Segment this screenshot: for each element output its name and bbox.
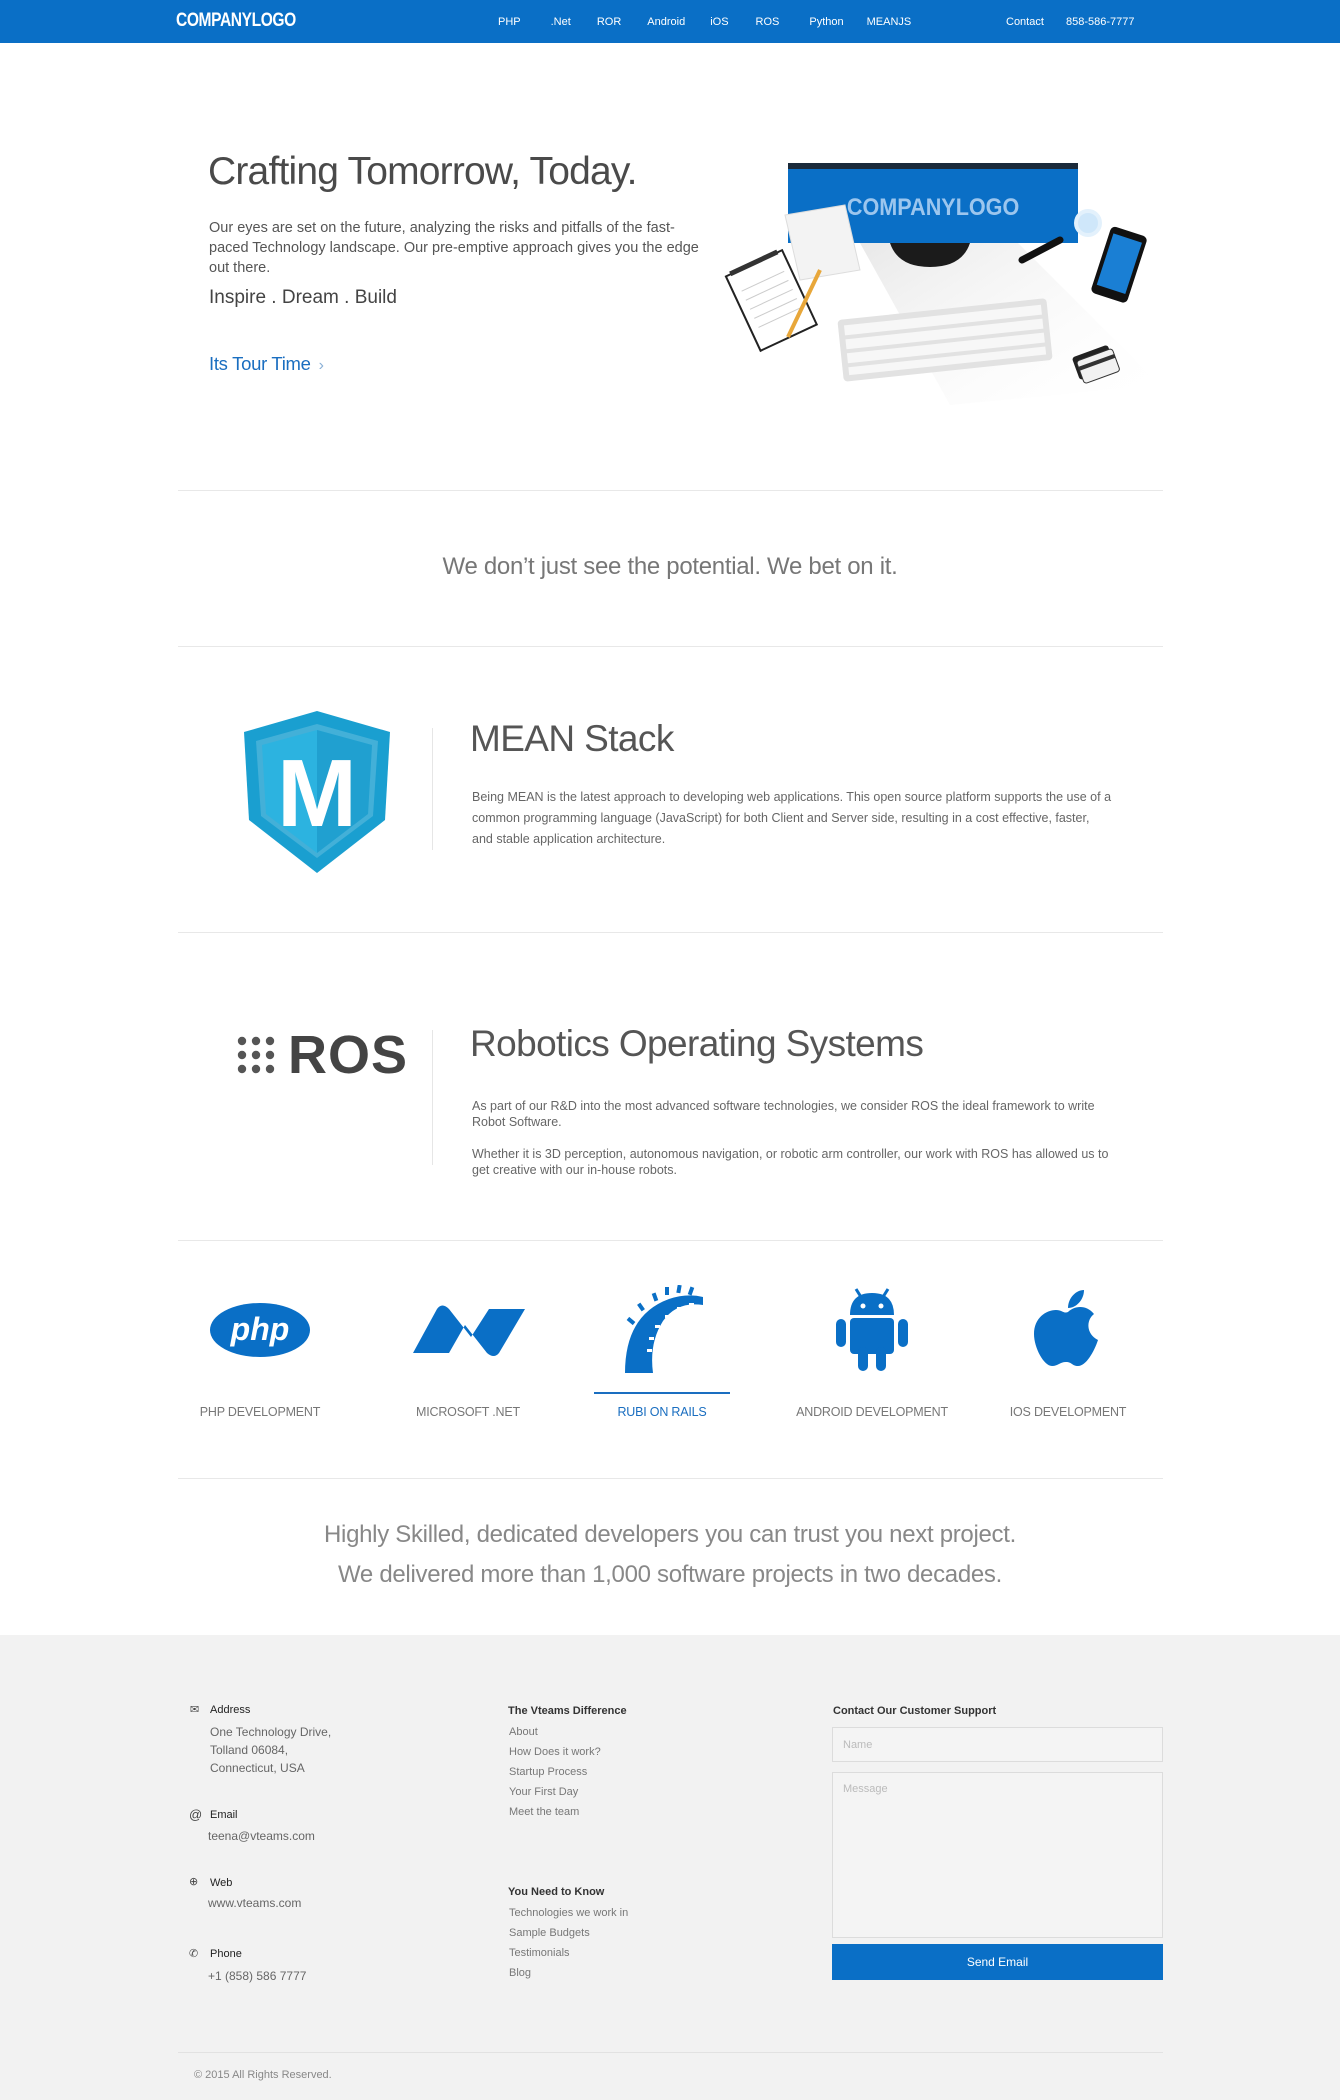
nav-item-python[interactable]: Python: [809, 15, 844, 28]
tech-label: MICROSOFT .NET: [416, 1405, 520, 1419]
email-link[interactable]: teena@vteams.com: [208, 1829, 315, 1843]
copyright: © 2015 All Rights Reserved.: [194, 2069, 332, 2081]
android-icon: [832, 1285, 912, 1375]
section-divider: [178, 1478, 1163, 1479]
stat-line: We delivered more than 1,000 software projects in two decades.: [338, 1561, 1002, 1588]
footer-link-blog[interactable]: Blog: [509, 1967, 532, 1979]
nav-item-android[interactable]: Android: [647, 15, 686, 28]
hero-illustration: [700, 145, 1160, 405]
apple-icon: [1032, 1288, 1104, 1372]
footer-link-team[interactable]: Meet the team: [509, 1806, 580, 1818]
tech-label: RUBI ON RAILS: [617, 1405, 707, 1419]
footer-link-testimonials[interactable]: Testimonials: [509, 1947, 570, 1959]
tech-item-ios[interactable]: [978, 1280, 1158, 1430]
footer-link-budgets[interactable]: Sample Budgets: [509, 1927, 590, 1939]
web-label: Web: [210, 1877, 233, 1889]
ros-paragraph: Whether it is 3D perception, autonomous navigation, or robotic arm controller, our work with ROS has allowed us to get creative with our in-house robots.: [472, 1147, 1109, 1177]
globe-icon: ⊕: [189, 1876, 199, 1888]
rails-icon: [617, 1285, 707, 1375]
hero-title: Crafting Tomorrow, Today.: [208, 150, 637, 193]
tech-label: PHP DEVELOPMENT: [199, 1405, 321, 1419]
envelope-icon: ✉: [190, 1704, 200, 1716]
header-phone[interactable]: 858-586-7777: [1066, 15, 1135, 28]
nav-item-ros[interactable]: ROS: [755, 15, 780, 28]
phone-icon: [1090, 226, 1148, 304]
address-label: Address: [210, 1704, 251, 1716]
support-heading: Contact Our Customer Support: [833, 1705, 997, 1717]
main-nav: [480, 0, 911, 43]
footer-divider: [178, 2052, 1163, 2053]
contact-link[interactable]: Contact: [1006, 15, 1044, 28]
footer-link-about[interactable]: About: [509, 1726, 538, 1738]
nav-item-meanjs[interactable]: MEANJS: [866, 15, 912, 28]
tech-label: IOS DEVELOPMENT: [1009, 1405, 1127, 1419]
active-underline: [594, 1392, 730, 1394]
mean-title: MEAN Stack: [470, 718, 674, 759]
address-line: One Technology Drive,: [210, 1725, 332, 1739]
tech-label: ANDROID DEVELOPMENT: [796, 1405, 948, 1419]
vertical-divider: [432, 728, 433, 850]
chevron-right-icon: ›: [318, 357, 324, 374]
tour-link-label: Its Tour Time: [209, 353, 311, 374]
mean-logo-letter: M: [277, 740, 357, 847]
ros-title: Robotics Operating Systems: [470, 1023, 924, 1064]
top-navbar: [0, 0, 1340, 43]
difference-heading: The Vteams Difference: [508, 1705, 627, 1717]
tech-item-rails[interactable]: [572, 1280, 752, 1430]
ros-dots-icon: [236, 1034, 280, 1084]
footer-link-technologies[interactable]: Technologies we work in: [509, 1907, 629, 1919]
section-divider: [178, 646, 1163, 647]
web-link[interactable]: www.vteams.com: [208, 1896, 302, 1910]
mean-logo-icon: [240, 708, 394, 876]
message-textarea[interactable]: [832, 1772, 1163, 1938]
phone-number: +1 (858) 586 7777: [208, 1969, 307, 1983]
name-input[interactable]: [832, 1727, 1163, 1762]
email-label: Email: [210, 1809, 238, 1821]
address-line: Connecticut, USA: [210, 1761, 305, 1775]
section-divider: [178, 1240, 1163, 1241]
section-divider: [178, 932, 1163, 933]
nav-item-php[interactable]: PHP: [498, 15, 521, 28]
ros-logo-text: ROS: [288, 1025, 409, 1085]
php-icon: [208, 1300, 312, 1360]
send-email-button[interactable]: Send Email: [832, 1944, 1163, 1980]
php-logo-text: php: [230, 1311, 290, 1347]
stats-block: [0, 1515, 1340, 1595]
nav-item-dotnet[interactable]: .Net: [550, 15, 571, 28]
potential-tagline: We don’t just see the potential. We bet on it.: [442, 553, 898, 580]
dotnet-icon: [409, 1303, 527, 1357]
footer-link-first-day[interactable]: Your First Day: [509, 1786, 579, 1798]
nav-item-ror[interactable]: ROR: [596, 15, 622, 28]
tech-item-dotnet[interactable]: [378, 1280, 558, 1430]
section-divider: [178, 490, 1163, 491]
mean-description: Being MEAN is the latest approach to developing web applications. This open source platform supports the use of a common programming language (JavaScript) for both Client and Server side, resulting in a cost effective, faster, and stable application architecture.: [472, 790, 1112, 846]
footer-link-startup[interactable]: Startup Process: [509, 1766, 588, 1778]
phone-label: Phone: [210, 1948, 242, 1960]
phone-icon: ✆: [189, 1948, 199, 1960]
address-line: Tolland 06084,: [210, 1743, 289, 1757]
at-icon: @: [189, 1807, 203, 1822]
company-logo[interactable]: COMPANYLOGO: [176, 10, 296, 31]
tech-item-android[interactable]: [782, 1280, 962, 1430]
tech-item-php[interactable]: [170, 1280, 350, 1430]
tour-link[interactable]: [209, 353, 324, 375]
ros-paragraph: As part of our R&D into the most advanced software technologies, we consider ROS the ideal framework to write Robot Software.: [472, 1099, 1095, 1129]
address-text: [210, 1723, 331, 1777]
vertical-divider: [432, 1030, 433, 1165]
know-heading: You Need to Know: [508, 1886, 605, 1898]
footer-link-how[interactable]: How Does it work?: [509, 1746, 601, 1758]
nav-item-ios[interactable]: iOS: [710, 15, 729, 28]
hero-tagline: Inspire . Dream . Build: [209, 287, 397, 308]
hero-description: Our eyes are set on the future, analyzing the risks and pitfalls of the fast-paced Technology landscape. Our pre-emptive approach gives you the edge out there.: [209, 220, 699, 276]
illustration-logo: COMPANYLOGO: [846, 192, 1020, 221]
ros-description: [472, 1098, 1127, 1188]
stat-line: Highly Skilled, dedicated developers you can trust you next project.: [324, 1521, 1016, 1548]
